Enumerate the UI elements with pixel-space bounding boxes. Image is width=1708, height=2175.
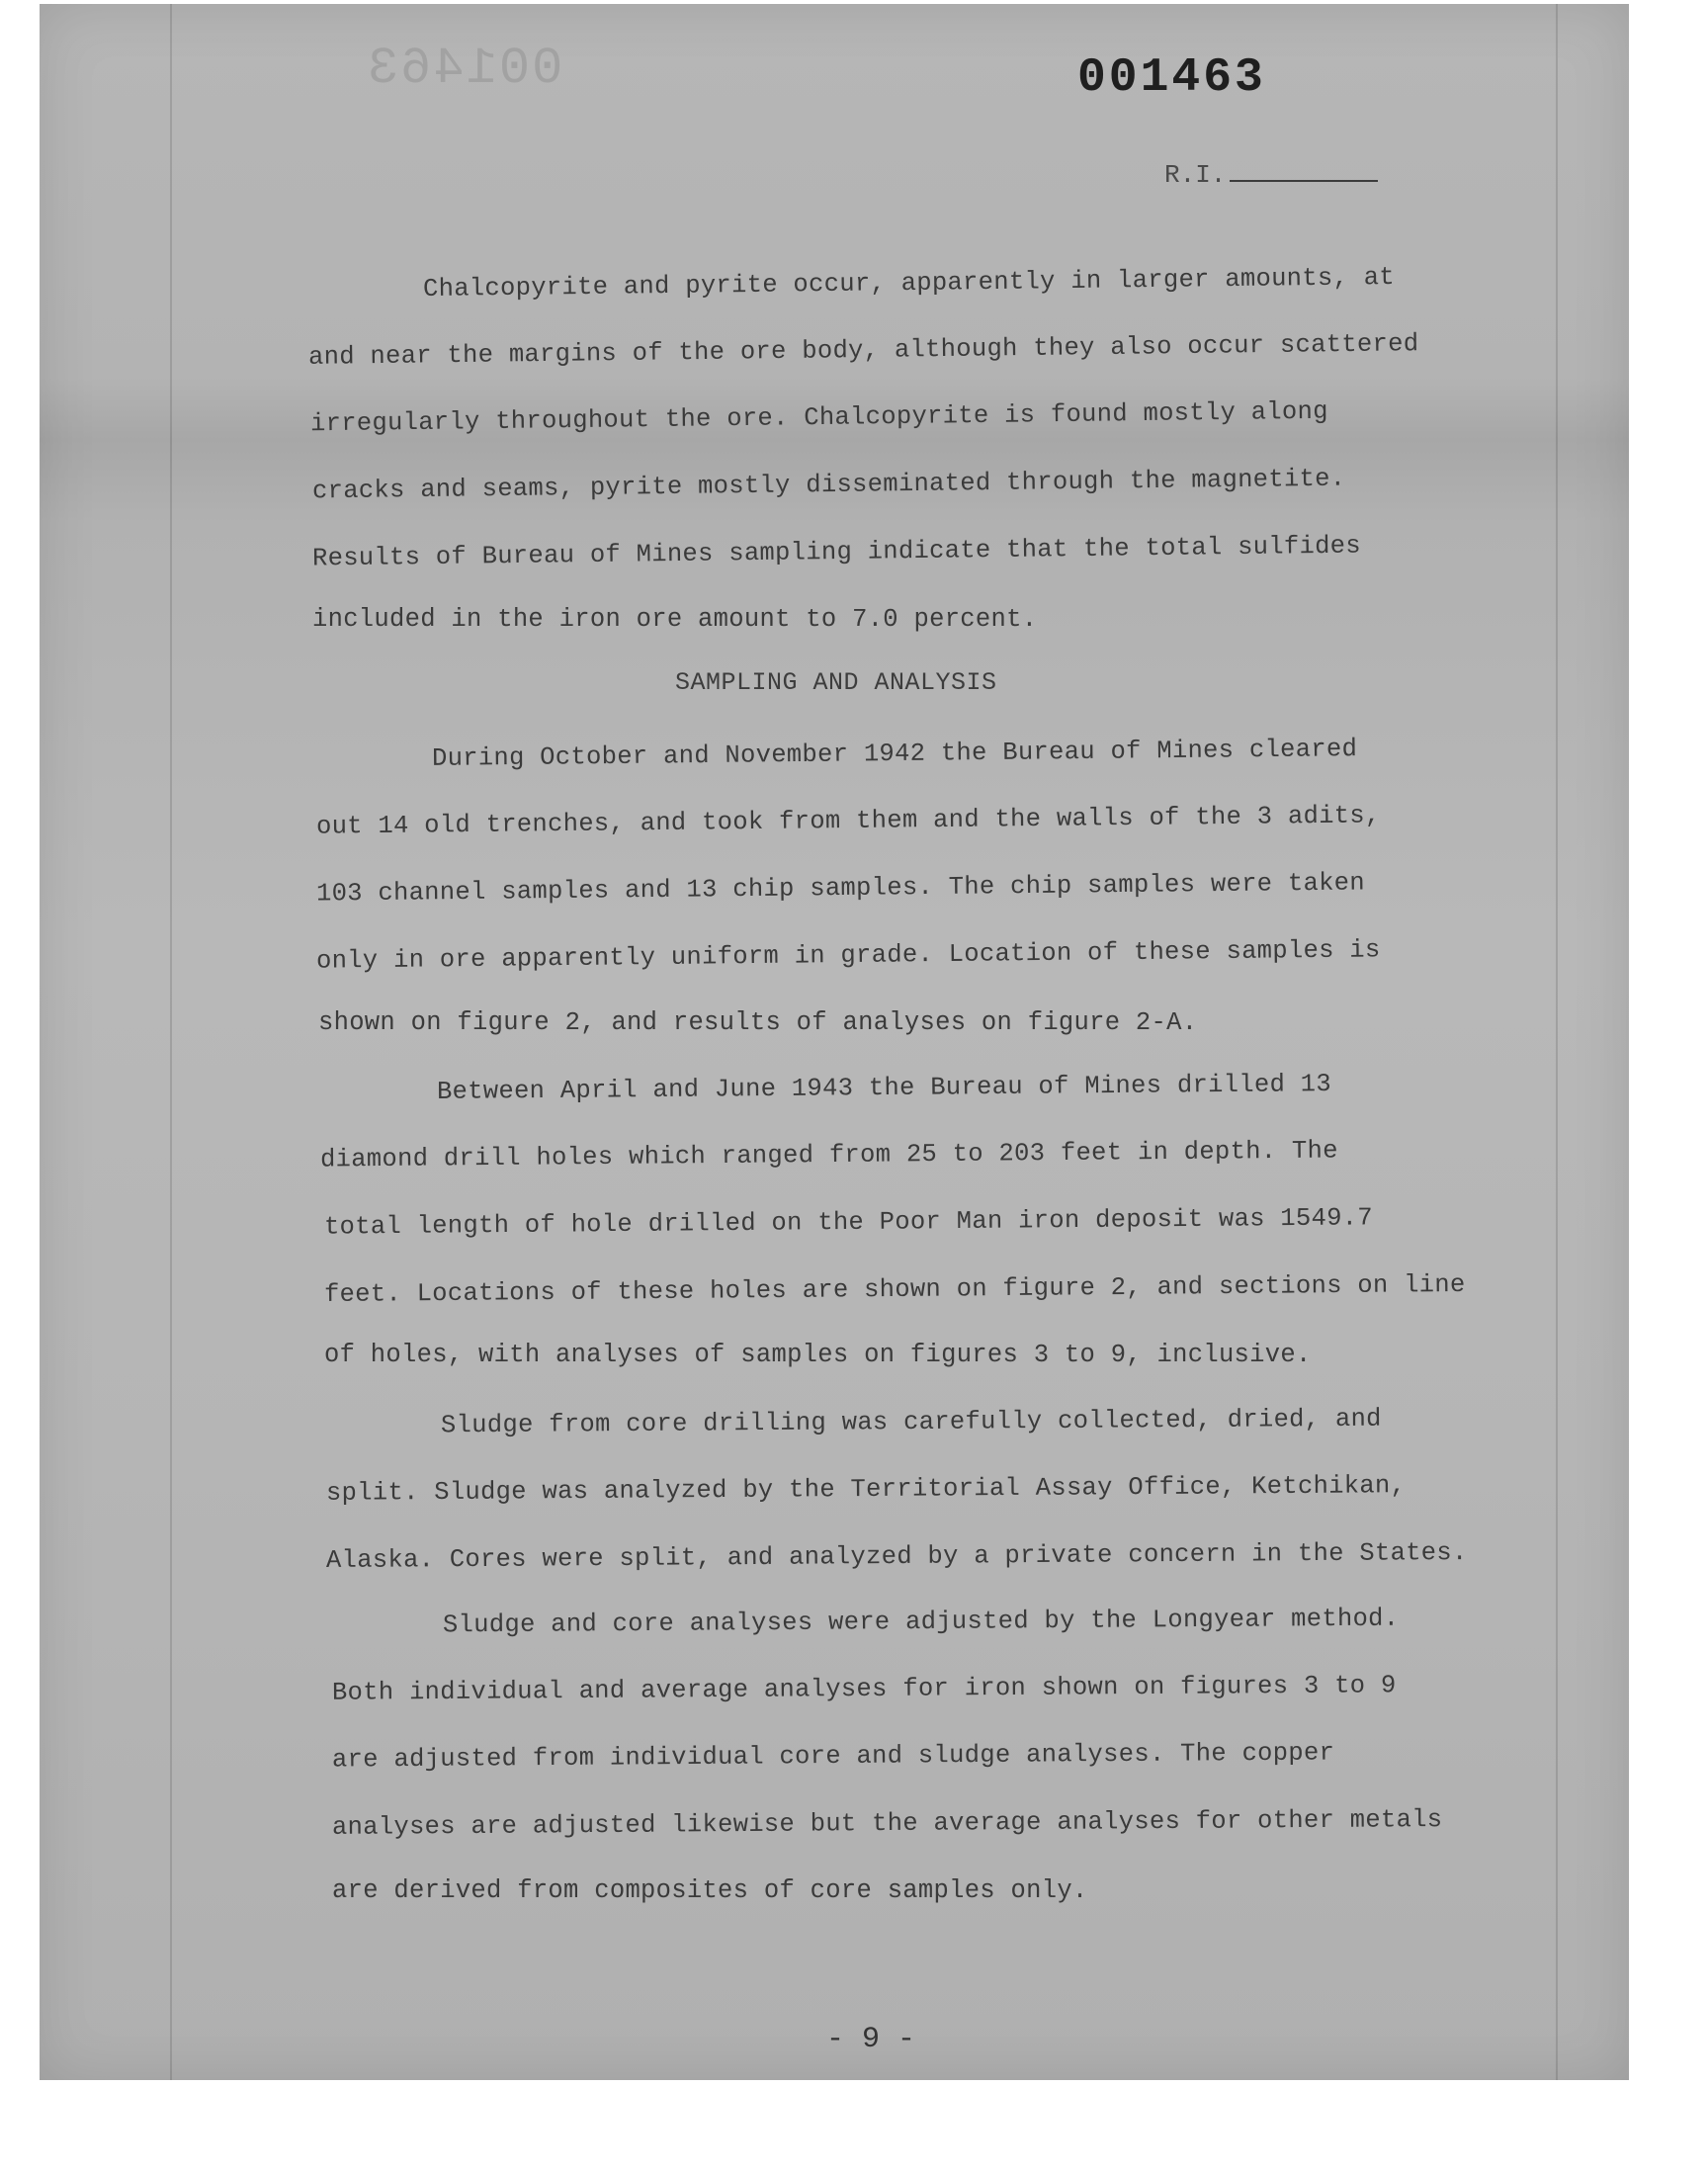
paragraph3-line: total length of hole drilled on the Poor Man iron deposit was 1549.7 [323, 1203, 1374, 1242]
paragraph5-line: are adjusted from individual core and sludge analyses. The copper [331, 1738, 1335, 1775]
ri-blank-line [1230, 180, 1378, 182]
paragraph5-line: Sludge and core analyses were adjusted by the Longyear method. [442, 1604, 1400, 1640]
paragraph2-line: only in ore apparently uniform in grade. Location of these samples is [315, 935, 1381, 976]
paragraph1-line: irregularly throughout the ore. Chalcopyrite is found mostly along [309, 396, 1328, 439]
page-number: - 9 - [826, 2023, 916, 2056]
section-heading: SAMPLING AND ANALYSIS [675, 668, 997, 697]
paragraph3-line: Between April and June 1943 the Bureau of Mines drilled 13 [436, 1070, 1332, 1106]
paragraph1-line: Chalcopyrite and pyrite occur, apparently in larger amounts, at [422, 262, 1396, 304]
paragraph1-line: Results of Bureau of Mines sampling indicate that the total sulfides [311, 531, 1362, 573]
bleed-through-number: 001463 [366, 40, 563, 98]
page-edge-line [170, 4, 172, 2080]
page-edge-line [1556, 4, 1558, 2080]
paragraph1-line: and near the margins of the ore body, although they also occur scattered [307, 329, 1419, 372]
paragraph4-line: Alaska. Cores were split, and analyzed by a private concern in the States. [325, 1537, 1468, 1576]
paragraph5-line: Both individual and average analyses for iron shown on figures 3 to 9 [331, 1671, 1397, 1707]
paragraph1-line: cracks and seams, pyrite mostly disseminated through the magnetite. [311, 464, 1346, 506]
paragraph3-line: of holes, with analyses of samples on figures 3 to 9, inclusive. [324, 1341, 1312, 1369]
ri-field [1164, 160, 1378, 190]
paragraph5-line: analyses are adjusted likewise but the average analyses for other metals [331, 1805, 1443, 1842]
paragraph4-line: split. Sludge was analyzed by the Territorial Assay Office, Ketchikan, [325, 1471, 1407, 1508]
paragraph2-line: shown on figure 2, and results of analyses on figure 2-A. [318, 1008, 1198, 1037]
paragraph3-line: feet. Locations of these holes are shown on figure 2, and sections on line [323, 1269, 1466, 1310]
paragraph4-line: Sludge from core drilling was carefully collected, dried, and [440, 1404, 1382, 1440]
paragraph2-line: out 14 old trenches, and took from them and the walls of the 3 adits, [315, 801, 1381, 841]
document-number: 001463 [1077, 51, 1266, 105]
ri-label: R.I. [1164, 160, 1227, 190]
paragraph5-line: are derived from composites of core samples only. [332, 1876, 1088, 1905]
paragraph1-line: included in the iron ore amount to 7.0 percent. [312, 605, 1038, 634]
paragraph2-line: 103 channel samples and 13 chip samples. The chip samples were taken [315, 868, 1366, 909]
paragraph3-line: diamond drill holes which ranged from 25 to 203 feet in depth. The [319, 1136, 1338, 1174]
paragraph2-line: During October and November 1942 the Bureau of Mines cleared [431, 735, 1358, 773]
